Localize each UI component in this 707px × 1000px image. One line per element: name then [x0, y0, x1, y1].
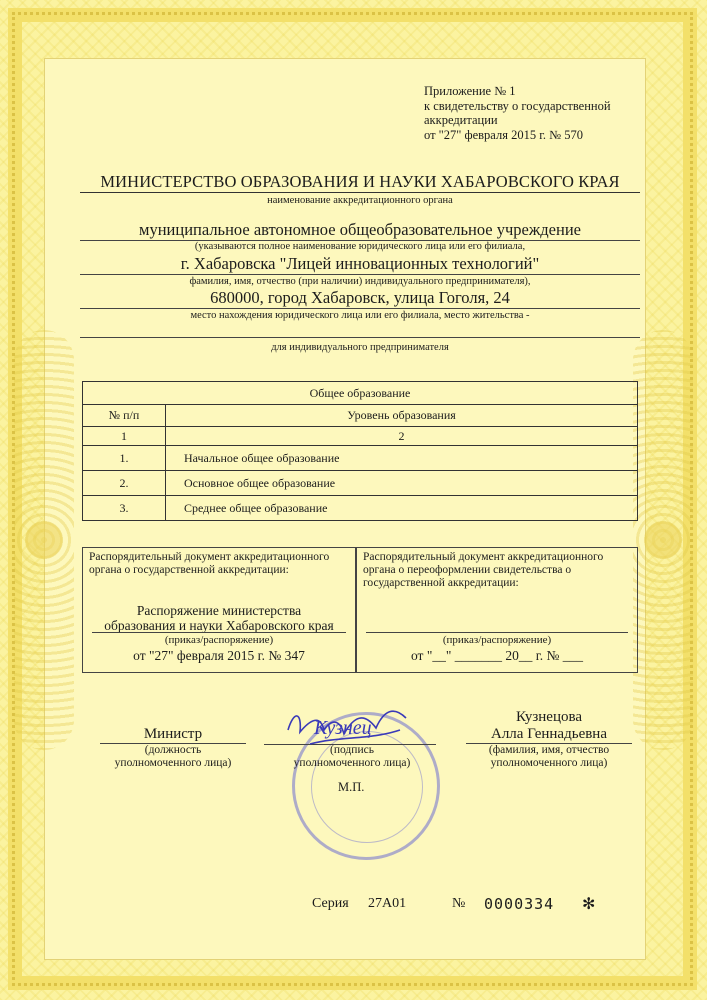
right-ornament: [633, 330, 693, 750]
signatory-given-name: Алла Геннадьевна: [466, 726, 632, 744]
table-index-row: [83, 427, 638, 446]
caption-line: уполномоченного лица): [490, 757, 608, 769]
organization-line2: г. Хабаровска "Лицей инновационных технологий": [80, 254, 640, 275]
signatory-surname: Кузнецова: [515, 709, 583, 725]
column-header-num: № п/п: [83, 405, 166, 427]
table-row: [83, 496, 638, 521]
name-caption: [470, 744, 628, 770]
left-doc-line: Распоряжение министерства: [136, 603, 302, 618]
table-cell: 3.: [83, 496, 166, 521]
table-row: [83, 471, 638, 496]
appendix-line: от "27" февраля 2015 г. № 570: [424, 127, 583, 142]
organization-caption3: место нахождения юридического лица или его филиала, место жительства -: [190, 310, 530, 321]
handwriting-text: Кузнец: [314, 717, 372, 739]
ministry-name: МИНИСТЕРСТВО ОБРАЗОВАНИЯ И НАУКИ ХАБАРОВСКОГО КРАЯ: [80, 172, 640, 193]
left-doc-line: образования и науки Хабаровского края: [104, 618, 334, 633]
left-doc-underline: [92, 618, 346, 633]
table-cell: Среднее общее образование: [166, 496, 638, 521]
caption-line: (фамилия, имя, отчество: [488, 744, 610, 756]
organization-caption4: для индивидуального предпринимателя: [271, 342, 449, 353]
blank-line: [80, 325, 640, 338]
right-doc-underline: [366, 618, 628, 633]
signature-caption: [282, 744, 422, 770]
caption-line: уполномоченного лица): [114, 757, 232, 769]
education-table: [82, 381, 638, 521]
table-cell: Основное общее образование: [166, 471, 638, 496]
table-cell: Начальное общее образование: [166, 446, 638, 471]
right-doc-date: от "__" _______ 20__ г. № ___: [410, 648, 583, 663]
caption-line: (подпись: [330, 744, 374, 756]
caption-line: (должность: [144, 744, 202, 756]
organization-caption1: (указываются полное наименование юридического лица или его филиала,: [194, 241, 526, 252]
left-doc-caption: (приказ/распоряжение): [164, 634, 274, 646]
table-cell: 2.: [83, 471, 166, 496]
right-doc-caption: (приказ/распоряжение): [442, 634, 552, 646]
serial-label: Серия: [312, 896, 349, 911]
appendix-line: аккредитации: [424, 113, 498, 127]
position-caption: [96, 744, 250, 770]
left-doc-header: Распорядительный документ аккредитационного органа о государственной аккредитации:: [89, 551, 330, 576]
left-ornament: [14, 330, 74, 750]
signatory-position: Министр: [100, 726, 246, 744]
seal-placeholder: М.П.: [338, 780, 365, 794]
serial-series: 27А01: [368, 896, 407, 911]
appendix-line: Приложение № 1: [424, 84, 516, 98]
table-cell: 1: [83, 427, 166, 446]
table-row: [83, 446, 638, 471]
signatory-name: [466, 709, 632, 744]
organization-line1: муниципальное автономное общеобразовательное учреждение: [80, 220, 640, 241]
number-label: №: [452, 896, 466, 911]
table-cell: 1.: [83, 446, 166, 471]
table-title: Общее образование: [83, 382, 638, 405]
table-title-row: [83, 382, 638, 405]
left-doc-date: от "27" февраля 2015 г. № 347: [133, 648, 305, 663]
table-header-row: [83, 405, 638, 427]
column-header-level: Уровень образования: [166, 405, 638, 427]
organization-address: 680000, город Хабаровск, улица Гоголя, 24: [80, 288, 640, 309]
table-cell: 2: [166, 427, 638, 446]
ministry-caption: наименование аккредитационного органа: [267, 195, 453, 206]
asterisk-mark: ✻: [582, 896, 596, 913]
appendix-note: [424, 84, 611, 142]
right-doc-header: Распорядительный документ аккредитационного органа о переоформлении свидетельства о государственной аккредитации:: [363, 551, 604, 589]
caption-line: уполномоченного лица): [293, 757, 411, 769]
organization-caption2: фамилия, имя, отчество (при наличии) индивидуального предпринимателя),: [189, 276, 531, 287]
serial-number: 0000334: [484, 895, 555, 913]
appendix-line: к свидетельству о государственной: [424, 98, 611, 113]
